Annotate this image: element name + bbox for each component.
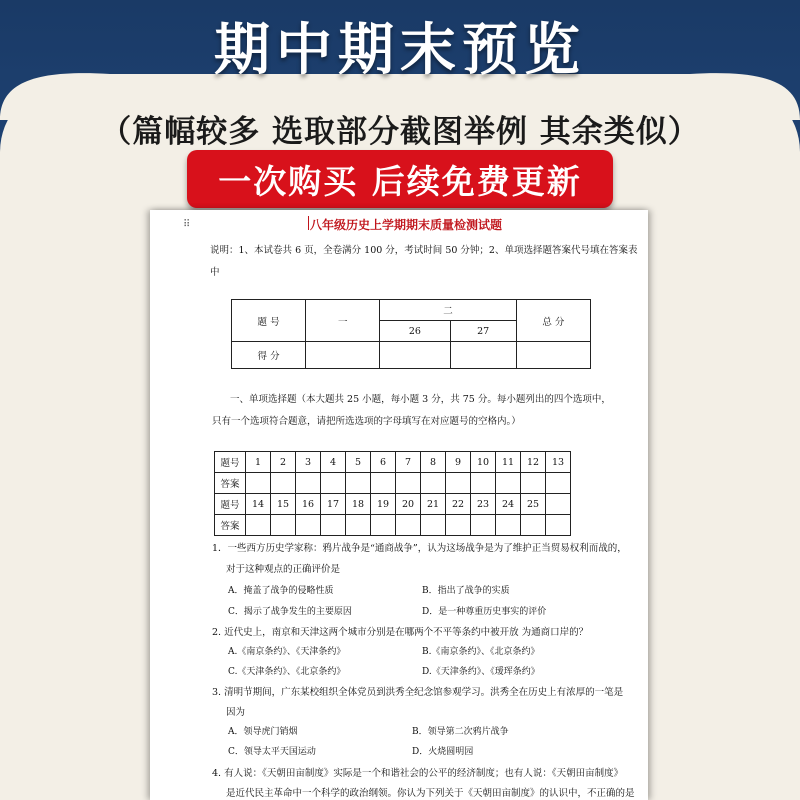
answer-number: 11	[496, 452, 521, 473]
drag-handle-icon[interactable]: ⠿	[183, 219, 191, 230]
answer-cell[interactable]	[396, 473, 421, 494]
answer-cell[interactable]	[321, 473, 346, 494]
section1-instruction-2: 只有一个选项符合题意，请把所选选项的字母填写在对应题号的空格内。）	[212, 416, 521, 427]
score-header-total: 总 分	[516, 300, 590, 342]
table-row	[215, 452, 571, 473]
score-header-one: 一	[306, 300, 380, 342]
answer-row-label: 题号	[215, 452, 246, 473]
answer-cell[interactable]	[371, 515, 396, 536]
purchase-banner-button[interactable]: 一次购买 后续免费更新	[187, 150, 613, 208]
score-cell	[380, 342, 450, 369]
answer-cell[interactable]	[346, 473, 371, 494]
question-4-stem-2: 是近代民主革命中一个科学的政治纲领。你认为下列关于《天朝田亩制度》的认识中，不正确的是	[226, 788, 635, 799]
question-3-stem: 3. 清明节期间，广东某校组织全体党员到洪秀全纪念馆参观学习。洪秀全在历史上有浓厚的一笔是	[212, 687, 624, 698]
answer-number: 3	[296, 452, 321, 473]
intro-line: 说明：1、本试卷共 6 页，全卷满分 100 分，考试时间 50 分钟；2、单项选择题答案代号填在答案表	[210, 245, 638, 256]
answer-cell[interactable]	[371, 473, 396, 494]
answer-cell[interactable]	[496, 473, 521, 494]
answer-number: 18	[346, 494, 371, 515]
score-table	[231, 299, 591, 369]
answer-number: 8	[421, 452, 446, 473]
question-1-option-d[interactable]: D．是一种尊重历史事实的评价	[422, 607, 547, 617]
question-3-stem-2: 因为	[226, 707, 246, 718]
text-cursor	[308, 216, 309, 230]
answer-cell[interactable]	[496, 515, 521, 536]
question-3-option-c[interactable]: C．领导太平天国运动	[228, 747, 316, 757]
answer-number: 19	[371, 494, 396, 515]
score-cell	[450, 342, 516, 369]
answer-row-label: 答案	[215, 515, 246, 536]
table-row	[215, 515, 571, 536]
question-2-option-c[interactable]: C.《天津条约》、《北京条约》	[228, 667, 346, 677]
answer-cell[interactable]	[521, 473, 546, 494]
subtitle: （篇幅较多 选取部分截图举例 其余类似）	[100, 114, 700, 150]
question-2-option-a[interactable]: A.《南京条约》、《天津条约》	[228, 647, 346, 657]
question-3-option-a[interactable]: A．领导虎门销烟	[228, 727, 298, 737]
answer-number: 12	[521, 452, 546, 473]
answer-number: 15	[271, 494, 296, 515]
answer-table	[214, 451, 571, 536]
answer-cell[interactable]	[346, 515, 371, 536]
question-4-stem: 4. 有人说：《天朝田亩制度》实际是一个和谐社会的公平的经济制度；也有人说：《天朝田亩制度》	[212, 768, 624, 779]
answer-cell[interactable]	[271, 515, 296, 536]
score-header-two: 二	[380, 300, 517, 321]
answer-number: 16	[296, 494, 321, 515]
answer-number	[546, 494, 571, 515]
answer-cell[interactable]	[296, 473, 321, 494]
answer-cell[interactable]	[546, 473, 571, 494]
answer-cell[interactable]	[421, 473, 446, 494]
answer-row-label: 题号	[215, 494, 246, 515]
answer-cell[interactable]	[246, 473, 271, 494]
question-2-option-b[interactable]: B.《南京条约》、《北京条约》	[422, 647, 540, 657]
table-row	[215, 494, 571, 515]
question-1-stem: 1．一些西方历史学家称：鸦片战争是“通商战争”，认为这场战争是为了维护正当贸易权利而战的，	[212, 543, 627, 554]
exam-paper-preview	[150, 210, 648, 800]
answer-number: 5	[346, 452, 371, 473]
question-1-option-c[interactable]: C．揭示了战争发生的主要原因	[228, 607, 352, 617]
answer-number: 4	[321, 452, 346, 473]
answer-number: 9	[446, 452, 471, 473]
answer-number: 25	[521, 494, 546, 515]
answer-cell[interactable]	[471, 515, 496, 536]
answer-cell[interactable]	[546, 515, 571, 536]
answer-number: 21	[421, 494, 446, 515]
question-2-option-d[interactable]: D.《天津条约》、《瑷珲条约》	[422, 667, 540, 677]
question-2-stem: 2. 近代史上，南京和天津这两个城市分别是在哪两个不平等条约中被开放 为通商口岸的？	[212, 627, 589, 638]
answer-cell[interactable]	[246, 515, 271, 536]
score-header-26: 26	[380, 321, 450, 342]
answer-number: 1	[246, 452, 271, 473]
answer-number: 7	[396, 452, 421, 473]
score-cell	[516, 342, 590, 369]
page-title: 期中期末预览	[214, 18, 586, 83]
question-1-option-a[interactable]: A．掩盖了战争的侵略性质	[228, 586, 334, 596]
answer-number: 14	[246, 494, 271, 515]
answer-cell[interactable]	[446, 515, 471, 536]
answer-number: 24	[496, 494, 521, 515]
score-header-tihao: 题 号	[232, 300, 306, 342]
answer-row-label: 答案	[215, 473, 246, 494]
answer-cell[interactable]	[396, 515, 421, 536]
question-1-stem-2: 对于这种观点的正确评价是	[226, 564, 341, 575]
answer-cell[interactable]	[421, 515, 446, 536]
exam-title: 八年级历史上学期期末质量检测试题	[310, 218, 503, 232]
answer-number: 20	[396, 494, 421, 515]
answer-number: 10	[471, 452, 496, 473]
answer-cell[interactable]	[296, 515, 321, 536]
answer-number: 22	[446, 494, 471, 515]
answer-cell[interactable]	[471, 473, 496, 494]
answer-cell[interactable]	[446, 473, 471, 494]
answer-number: 23	[471, 494, 496, 515]
section1-instruction: 一、单项选择题（本大题共 25 小题，每小题 3 分，共 75 分。每小题列出的四个选项中，	[230, 394, 611, 405]
answer-number: 2	[271, 452, 296, 473]
score-cell	[306, 342, 380, 369]
question-3-option-b[interactable]: B．领导第二次鸦片战争	[412, 727, 509, 737]
answer-number: 17	[321, 494, 346, 515]
intro-line-2: 中	[210, 267, 220, 278]
answer-cell[interactable]	[321, 515, 346, 536]
question-1-option-b[interactable]: B．指出了战争的实质	[422, 586, 510, 596]
table-row	[215, 473, 571, 494]
answer-cell[interactable]	[271, 473, 296, 494]
answer-number: 6	[371, 452, 396, 473]
score-row-defen: 得 分	[232, 342, 306, 369]
question-3-option-d[interactable]: D．火烧圆明园	[412, 747, 474, 757]
answer-cell[interactable]	[521, 515, 546, 536]
answer-number: 13	[546, 452, 571, 473]
score-header-27: 27	[450, 321, 516, 342]
